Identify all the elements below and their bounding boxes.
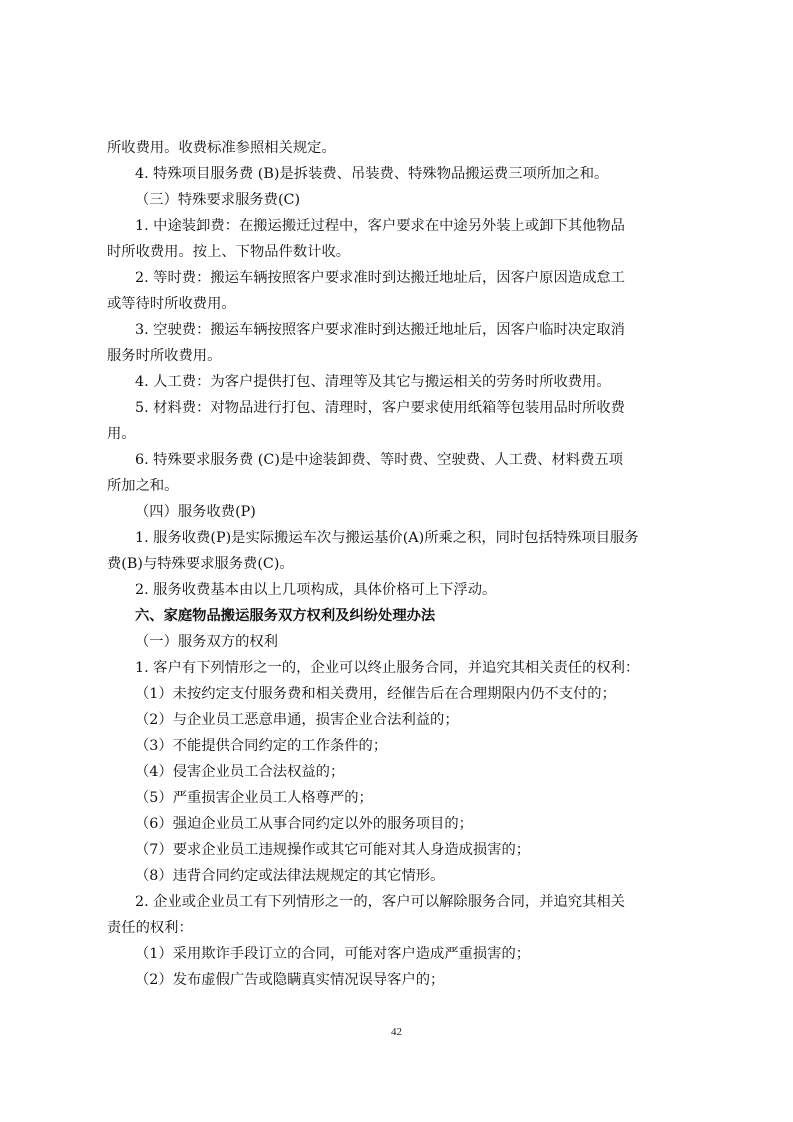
text-line: 服务时所收费用。 [107,348,222,364]
text-line: 2. 服务收费基本由以上几项构成，具体价格可上下浮动。 [135,582,497,598]
text-line: 2. 企业或企业员工有下列情形之一的，客户可以解除服务合同，并追究其相关 [135,894,625,910]
list-item: （8）违背合同约定或法律法规规定的其它情形。 [135,868,445,884]
text-line: 所加之和。 [107,478,179,494]
text-line: 1. 服务收费(P)是实际搬运车次与搬运基价(A)所乘之积，同时包括特殊项目服务 [135,530,639,546]
list-item: （1）采用欺诈手段订立的合同，可能对客户造成严重损害的； [135,946,531,962]
text-line: 6. 特殊要求服务费 (C)是中途装卸费、等时费、空驶费、人工费、材料费五项 [135,452,624,468]
section-subheading: （一）服务双方的权利 [135,634,278,650]
section-heading: 六、家庭物品搬运服务双方权利及纠纷处理办法 [135,608,436,624]
text-line: 或等待时所收费用。 [107,296,236,312]
list-item: （3）不能提供合同约定的工作条件的； [135,738,388,754]
text-line: 1. 中途装卸费：在搬运搬迁过程中，客户要求在中途另外装上或卸下其他物品 [135,218,625,234]
text-line: 4. 特殊项目服务费 (B)是拆装费、吊装费、特殊物品搬运费三项所加之和。 [135,166,609,182]
page-number: 42 [391,1026,402,1038]
section-subheading: （四）服务收费(P) [135,504,256,520]
list-item: （2）发布虚假广告或隐瞒真实情况误导客户的； [135,972,445,988]
text-line: 4. 人工费：为客户提供打包、清理等及其它与搬运相关的劳务时所收费用。 [135,374,611,390]
body-text [107,135,690,993]
text-line: 1. 客户有下列情形之一的，企业可以终止服务合同，并追究其相关责任的权利： [135,660,640,676]
text-line: 用。 [107,426,136,442]
text-line: 费(B)与特殊要求服务费(C)。 [107,556,294,572]
text-line: 时所收费用。按上、下物品件数计收。 [107,244,351,260]
list-item: （2）与企业员工恶意串通，损害企业合法利益的； [135,712,459,728]
list-item: （4）侵害企业员工合法权益的； [135,764,345,780]
text-line: 3. 空驶费：搬运车辆按照客户要求准时到达搬迁地址后，因客户临时决定取消 [135,322,625,338]
text-line: 责任的权利： [107,920,193,936]
text-line: 所收费用。收费标准参照相关规定。 [107,140,336,156]
text-line: 2. 等时费：搬运车辆按照客户要求准时到达搬迁地址后，因客户原因造成怠工 [135,270,625,286]
list-item: （6）强迫企业员工从事合同约定以外的服务项目的； [135,816,473,832]
list-item: （7）要求企业员工违规操作或其它可能对其人身造成损害的； [135,842,531,858]
list-item: （5）严重损害企业员工人格尊严的； [135,790,373,806]
section-subheading: （三）特殊要求服务费(C) [135,192,301,208]
list-item: （1）未按约定支付服务费和相关费用，经催告后在合理期限内仍不支付的； [135,686,616,702]
text-line: 5. 材料费：对物品进行打包、清理时，客户要求使用纸箱等包装用品时所收费 [135,400,625,416]
